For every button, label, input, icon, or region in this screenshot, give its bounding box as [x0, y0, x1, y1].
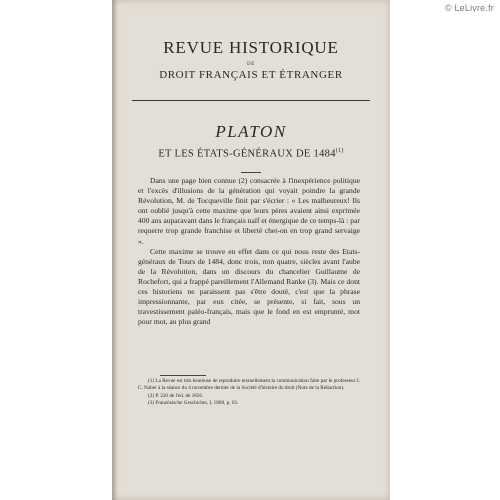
book-page: [112, 0, 390, 500]
footnote: (1) La Revue est très heureuse de reproduire textuellement la communication faite par le professeur J. C. Naber à la séance du 4 novembre dernier de la Société d'histoire du droit (Note de la Rédaction).: [138, 378, 360, 392]
watermark: © LeLivre.fr: [444, 3, 494, 13]
journal-subtitle: DROIT FRANÇAIS ET ÉTRANGER: [159, 69, 343, 81]
journal-title-connector: DE: [247, 62, 255, 67]
footnote: (3) Französische Geschichte, I, 1868, p. 63.: [148, 400, 239, 407]
article-subtitle-line: [112, 148, 390, 160]
title-divider: [241, 172, 261, 173]
footnotes: [138, 378, 360, 408]
paragraph: Cette maxime se trouve en effet dans ce qui nous reste des Etats-généraux de Tours de 1484, donc trois, non quatre, siècles avant l'aube de la Révolution, dans un discours du chancelier Guillaume de Rochefort, qui a frappé pareillement l'Allemand Ranke (3). Mais ce dont ces historiens ne paraissent pas s'être douté, c'est que la phrase impressionnante, par eux citée, se présente, si fait, sous un travestissement paléo-français, mais que le fond en est emprunté, mot pour mot, au plus grand: [138, 246, 360, 327]
paragraph: Dans une page bien connue (2) consacrée à l'inexpérience politique et l'excès d'illusions de la génération qui voyait poindre la grande Révolution, M. de Tocqueville finit par s'écrier : « Les malheureux! Ils ont oublié jusqu'à cette maxime que leurs pères avaient ainsi exprimée 400 ans auparavant dans le français naïf et énergique de ce temps-là : par requerre trop grande franchise et liberté chet-on en trop grand servaige ».: [138, 176, 360, 246]
footnote: (2) P. 220 de l'éd. de 1856.: [148, 392, 204, 399]
footnote-rule: [160, 375, 206, 376]
journal-title: REVUE HISTORIQUE: [163, 38, 339, 57]
article-body: [138, 176, 360, 327]
article-subtitle-note: (1): [335, 148, 344, 154]
article-title: PLATON: [215, 122, 287, 141]
header-rule: [132, 100, 370, 101]
article-subtitle: ET LES ÉTATS-GÉNÉRAUX DE 1484: [158, 148, 336, 160]
